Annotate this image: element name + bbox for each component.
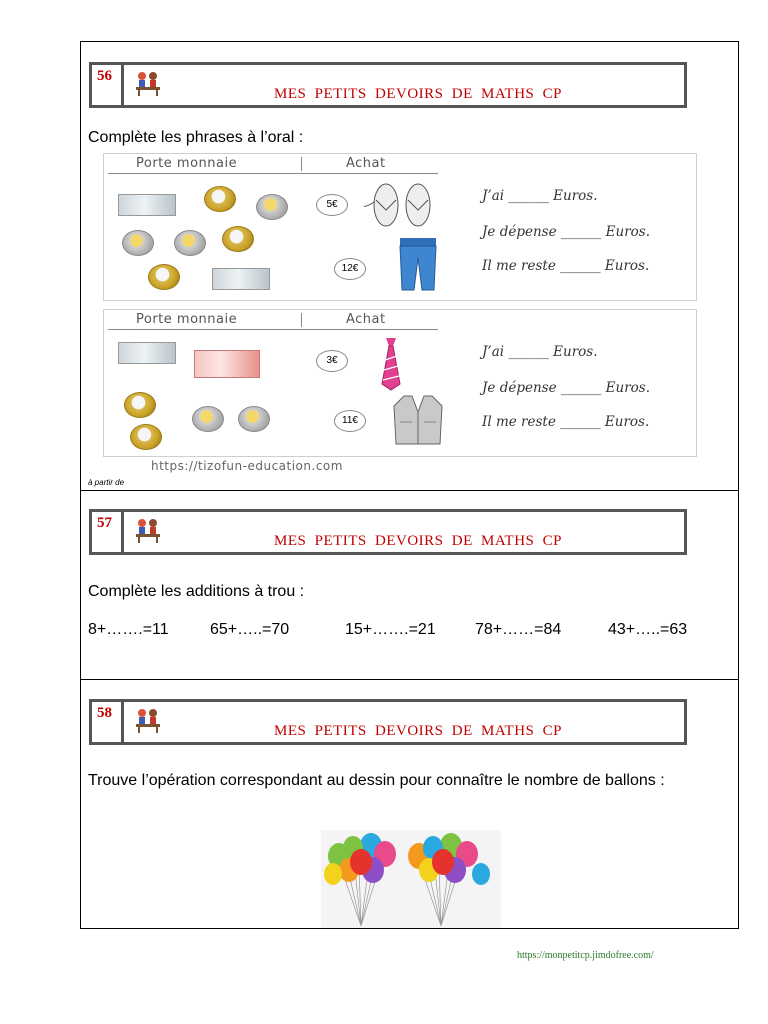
addition-item: 8+…….=11 <box>88 621 169 638</box>
header-divider <box>108 173 438 174</box>
coin-2-euro-icon <box>130 424 162 450</box>
exercise-title: MES PETITS DEVOIRS DE MATHS CP <box>274 86 562 102</box>
sentence-remaining: Il me reste ______ Euros. <box>482 414 650 430</box>
coin-1-euro-icon <box>174 230 206 256</box>
coin-1-euro-icon <box>122 230 154 256</box>
addition-item: 65+…..=70 <box>210 621 290 638</box>
exercise-number: 58 <box>92 702 124 742</box>
sentence-i-spend: Je dépense ______ Euros. <box>482 380 650 396</box>
exercise-section-58 <box>81 680 738 928</box>
col-header-purchase: Achat <box>346 312 386 327</box>
exercise-section-56 <box>81 42 738 491</box>
sentence-remaining: Il me reste ______ Euros. <box>482 258 650 274</box>
banknote-10-icon <box>194 350 260 378</box>
coin-1-euro-icon <box>238 406 270 432</box>
additions-row <box>88 621 704 639</box>
banknote-5-icon <box>118 342 176 364</box>
exercise-title: MES PETITS DEVOIRS DE MATHS CP <box>274 533 562 549</box>
addition-item: 15+…….=21 <box>345 621 436 638</box>
coin-1-euro-icon <box>256 194 288 220</box>
addition-item: 78+……=84 <box>475 621 562 638</box>
coin-2-euro-icon <box>204 186 236 212</box>
price-tag: 11€ <box>334 410 366 432</box>
col-header-wallet: Porte monnaie <box>136 156 238 171</box>
price-tag: 3€ <box>316 350 348 372</box>
trousers-icon <box>396 236 440 292</box>
sentence-i-spend: Je dépense ______ Euros. <box>482 224 650 240</box>
source-url: https://tizofun-education.com <box>151 459 343 473</box>
sentence-i-have: J’ai ______ Euros. <box>482 188 598 204</box>
banknote-5-icon <box>118 194 176 216</box>
instruction-text: Complète les phrases à l’oral : <box>88 129 304 146</box>
footer-link[interactable]: https://monpetitcp.jimdofree.com/ <box>517 950 654 961</box>
exercise-number: 56 <box>92 65 124 105</box>
price-tag: 5€ <box>316 194 348 216</box>
instruction-text: Complète les additions à trou : <box>88 583 305 600</box>
addition-item: 43+…..=63 <box>608 621 688 638</box>
worksheet-page <box>80 41 739 929</box>
exercise-header <box>89 699 687 745</box>
money-exercise-panel-2 <box>103 309 697 457</box>
col-header-wallet: Porte monnaie <box>136 312 238 327</box>
exercise-section-57 <box>81 491 738 680</box>
sandals-icon <box>364 182 442 228</box>
exercise-header <box>89 62 687 108</box>
exercise-title: MES PETITS DEVOIRS DE MATHS CP <box>274 723 562 739</box>
coin-2-euro-icon <box>148 264 180 290</box>
header-separator <box>301 313 302 327</box>
exercise-number: 57 <box>92 512 124 552</box>
instruction-text: Trouve l’opération correspondant au dessin pour connaître le nombre de ballons : <box>88 772 665 789</box>
price-tag: 12€ <box>334 258 366 280</box>
header-divider <box>108 329 438 330</box>
col-header-purchase: Achat <box>346 156 386 171</box>
source-note: à partir de <box>88 478 125 487</box>
coin-2-euro-icon <box>222 226 254 252</box>
balloon-bunch-icon <box>321 830 501 928</box>
banknote-5-icon <box>212 268 270 290</box>
exercise-header <box>89 509 687 555</box>
header-separator <box>301 157 302 171</box>
coin-1-euro-icon <box>192 406 224 432</box>
sentence-i-have: J’ai ______ Euros. <box>482 344 598 360</box>
coin-2-euro-icon <box>124 392 156 418</box>
tie-icon <box>374 336 408 392</box>
money-exercise-panel-1 <box>103 153 697 301</box>
vest-icon <box>390 392 446 448</box>
